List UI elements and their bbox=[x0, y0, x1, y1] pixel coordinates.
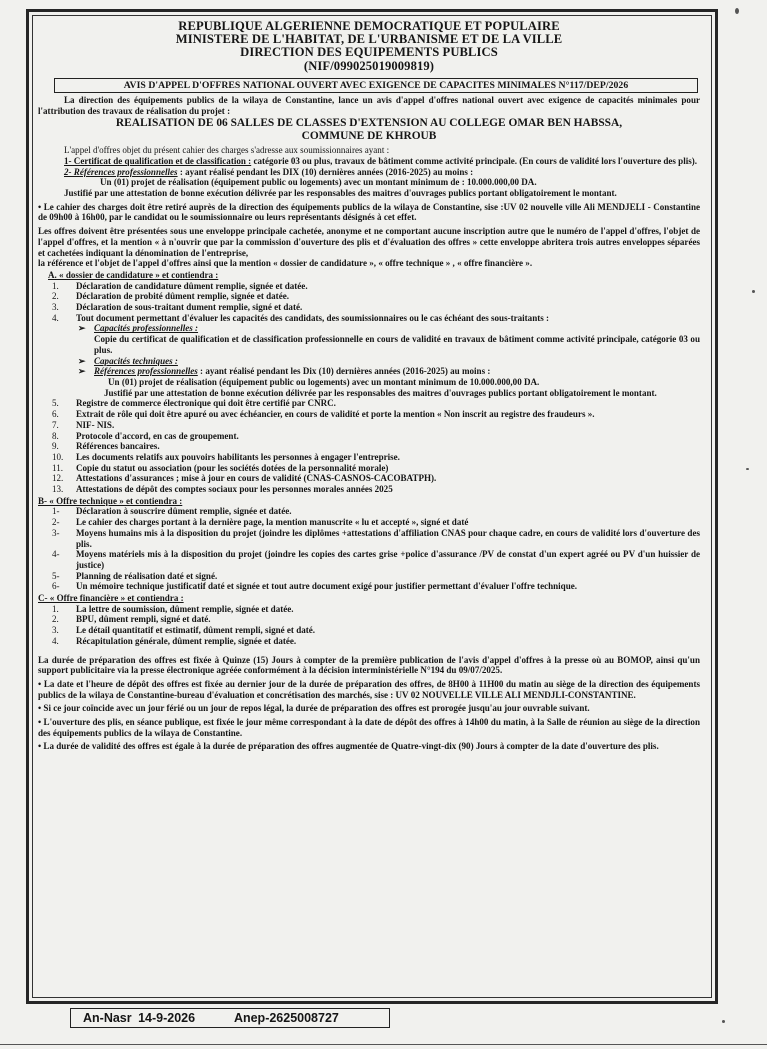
project-title-line-1: REALISATION DE 06 SALLES DE CLASSES D'EXTENSION AU COLLEGE OMAR BEN HABSSA, bbox=[115, 117, 623, 130]
section-b-list bbox=[38, 506, 700, 592]
criterion-2-label: 2- Références professionnelles bbox=[64, 166, 178, 177]
list-item bbox=[38, 517, 700, 528]
list-item bbox=[38, 528, 700, 549]
ref-pro-project: Un (01) projet de réalisation (équipement public ou logements) avec un montant minimum de 10.000.000,00 DA. bbox=[108, 376, 540, 387]
list-item bbox=[38, 452, 700, 463]
capacites-techniques-row bbox=[38, 356, 700, 367]
list-item bbox=[38, 420, 700, 431]
item-text: Les documents relatifs aux pouvoirs habilitants les personnes à engager l'entreprise. bbox=[76, 451, 400, 462]
list-item bbox=[38, 431, 700, 442]
item-number: 6. bbox=[52, 409, 59, 420]
item-text: La lettre de soumission, dûment remplie, signée et datée. bbox=[76, 603, 294, 614]
list-item bbox=[38, 473, 700, 484]
list-item bbox=[38, 313, 700, 324]
criterion-2-text: : ayant réalisé pendant les DIX (10) dernières années (2016-2025) au moins : bbox=[177, 166, 474, 177]
criterion-1-text: catégorie 03 ou plus, travaux de bâtiment comme activité principale. (En cours de validité lors l'ouverture des plis). bbox=[251, 155, 698, 166]
item-text: Déclaration à souscrire dûment remplie, signée et datée. bbox=[76, 506, 292, 517]
criterion-2-project: Un (01) projet de réalisation (équipement public ou logements) avec un montant minimum de : 10.000.000,00 DA. bbox=[100, 177, 537, 188]
scan-speck bbox=[746, 468, 749, 470]
criterion-1-label: 1- Certificat de qualification et de classification : bbox=[64, 155, 252, 166]
references-professionnelles-row bbox=[38, 366, 700, 377]
item-text: Références bancaires. bbox=[76, 441, 160, 452]
cap-pro-text: Copie du certificat de qualification et de classification professionnelle en cours de validité en travaux de bâtiment comme activité principale, catégorie 03 ou plus. bbox=[94, 334, 700, 355]
section-c-heading: C- « Offre financière » et contiendra : bbox=[38, 593, 184, 604]
item-number: 4- bbox=[52, 549, 60, 560]
ref-pro-label: Références professionnelles bbox=[94, 366, 198, 377]
item-number: 13. bbox=[52, 484, 64, 495]
item-text: Extrait de rôle qui doit être apuré ou avec échéancier, en cours de validité et porte la mention « Non inscrit au registre des fraudeurs ». bbox=[76, 409, 595, 420]
list-item bbox=[38, 625, 700, 636]
arrow-bullet-icon: ➢ bbox=[78, 355, 86, 366]
item-text: Déclaration de candidature dûment remplie, signée et datée. bbox=[76, 280, 308, 291]
section-a-list-continued bbox=[38, 398, 700, 494]
ref-pro-text: : ayant réalisé pendant les Dix (10) dernières années (2016-2025) au moins : bbox=[197, 366, 491, 377]
item-text: Tout document permettant d'évaluer les capacités des candidats, des soumissionnaires ou le cas échéant des sous-traitants : bbox=[76, 312, 550, 323]
item-text: Déclaration de sous-traitant dument remplie, signé et daté. bbox=[76, 302, 303, 313]
item-number: 3. bbox=[52, 302, 59, 313]
eligibility-lead: L'appel d'offres objet du présent cahier des charges s'adresse aux soumissionnaires ayant : bbox=[64, 145, 390, 156]
item-text: Un mémoire technique justificatif daté et signée et tout autre document exigé pour justifier permettant d'évaluer l'offre technique. bbox=[76, 581, 578, 592]
header-line-3: DIRECTION DES EQUIPEMENTS PUBLICS bbox=[240, 45, 498, 60]
item-number: 8. bbox=[52, 430, 59, 441]
item-text: Registre de commerce électronique qui doit être certifié par CNRC. bbox=[76, 398, 336, 409]
item-text: BPU, dûment rempli, signé et daté. bbox=[76, 614, 211, 625]
eligibility-criterion-2 bbox=[38, 167, 700, 178]
item-number: 2- bbox=[52, 517, 60, 528]
item-number: 3- bbox=[52, 527, 60, 538]
publication-footer bbox=[70, 1008, 390, 1028]
item-text: Le cahier des charges portant à la dernière page, la mention manuscrite « lu et accepté », signé et daté bbox=[76, 517, 469, 528]
ouverture-paragraph: • L'ouverture des plis, en séance publique, est fixée le jour même correspondant à la date de dépôt des offres à 14h00 du matin, à la Salle de réunion au siège de la direction des équipements publics de la wilaya de Constantine. bbox=[38, 717, 700, 738]
list-item bbox=[38, 441, 700, 452]
section-b-heading: B- « Offre technique » et contiendra : bbox=[38, 495, 183, 506]
item-number: 1- bbox=[52, 506, 60, 517]
item-number: 11. bbox=[52, 462, 63, 473]
item-number: 2. bbox=[52, 291, 59, 302]
criterion-2-justification: Justifié par une attestation de bonne exécution délivrée par les responsables des maitres d'ouvrages publics portant obligatoirement le montant. bbox=[64, 188, 617, 199]
item-number: 1. bbox=[52, 603, 59, 614]
item-text: Protocole d'accord, en cas de groupement. bbox=[76, 430, 239, 441]
item-number: 2. bbox=[52, 614, 59, 625]
list-item bbox=[38, 549, 700, 570]
list-item bbox=[38, 571, 700, 582]
arrow-bullet-icon: ➢ bbox=[78, 366, 86, 377]
list-item bbox=[38, 581, 700, 592]
item-number: 10. bbox=[52, 451, 64, 462]
list-item bbox=[38, 484, 700, 495]
item-text: Attestations d'assurances ; mise à jour en cours de validité (CNAS-CASNOS-CACOBATPH). bbox=[76, 473, 437, 484]
intro-text: La direction des équipements publics de la wilaya de Constantine, lance un avis d'appel d'offres national ouvert avec exigence de capacités minimales pour l'attribution des travaux de réalisation du projet : bbox=[38, 94, 700, 116]
item-number: 6- bbox=[52, 581, 60, 592]
cap-pro-label: Capacités professionnelles : bbox=[94, 323, 199, 334]
item-text: Moyens humains mis à la disposition du projet (joindre les diplômes +attestations d'affiliation CNAS pour chaque cadre, en cours de validité lors d'ouverture des plis. bbox=[76, 527, 700, 549]
item-text: Planning de réalisation daté et signé. bbox=[76, 570, 218, 581]
list-item bbox=[38, 506, 700, 517]
item-text: Le détail quantitatif et estimatif, dûment rempli, signé et daté. bbox=[76, 625, 316, 636]
eligibility-criterion-1 bbox=[38, 156, 700, 167]
list-item bbox=[38, 409, 700, 420]
item-text: Récapitulation générale, dûment remplie, signée et datée. bbox=[76, 635, 297, 646]
list-item bbox=[38, 281, 700, 292]
notice-title-box: AVIS D'APPEL D'OFFRES NATIONAL OUVERT AVEC EXIGENCE DE CAPACITES MINIMALES N°117/DEP/2026 bbox=[54, 78, 698, 93]
project-title-line-2: COMMUNE DE KHROUB bbox=[301, 130, 437, 143]
section-a-list bbox=[38, 281, 700, 324]
item-text: NIF- NIS. bbox=[76, 419, 115, 430]
item-text: Attestations de dépôt des comptes sociaux pour les personnes morales années 2025 bbox=[76, 484, 393, 495]
duree-paragraph: La durée de préparation des offres est fixée à Quinze (15) Jours à compter de la première publication de l'avis d'appel d'offres à la presse où au BOMOP, ainsi qu'un support publicitaire via la presse électronique agréée conformément à la décision interministérielle N°194 du 09/07/2025. bbox=[38, 654, 700, 676]
item-number: 3. bbox=[52, 625, 59, 636]
bottom-rule bbox=[0, 1044, 767, 1045]
scan-speck bbox=[735, 8, 739, 14]
validite-paragraph: • La durée de validité des offres est égale à la durée de préparation des offres augmentée de Quatre-vingt-dix (90) Jours à compter de la date d'ouverture des plis. bbox=[38, 741, 659, 752]
anep-reference: Anep-2625008727 bbox=[233, 1011, 339, 1025]
header-line-2: MINISTERE DE L'HABITAT, DE L'URBANISME ET DE LA VILLE bbox=[175, 32, 563, 47]
list-item bbox=[38, 614, 700, 625]
item-number: 12. bbox=[52, 473, 64, 484]
arrow-bullet-icon: ➢ bbox=[78, 323, 86, 334]
ref-pro-justification: Justifié par une attestation de bonne exécution délivrée par les responsables des maitres d'ouvrages publics portant obligatoirement le montant. bbox=[104, 387, 657, 398]
item-number: 5- bbox=[52, 570, 60, 581]
header-line-1: REPUBLIQUE ALGERIENNE DEMOCRATIQUE ET POPULAIRE bbox=[178, 19, 560, 33]
item-text: Copie du statut ou association (pour les sociétés dotées de la personnalité morale) bbox=[76, 462, 389, 473]
cap-tech-label: Capacités techniques : bbox=[94, 355, 178, 366]
item-number: 4. bbox=[52, 312, 59, 323]
item-text: Déclaration de probité dûment remplie, signée et datée. bbox=[76, 291, 289, 302]
list-item bbox=[38, 291, 700, 302]
section-c-list bbox=[38, 604, 700, 647]
section-a-heading: A. « dossier de candidature » et contiendra : bbox=[48, 269, 219, 280]
intro-paragraph bbox=[38, 95, 700, 116]
item-number: 9. bbox=[52, 441, 59, 452]
item-number: 5. bbox=[52, 398, 59, 409]
list-item bbox=[38, 636, 700, 647]
list-item bbox=[38, 302, 700, 313]
ferie-paragraph: • Si ce jour coïncide avec un jour férié ou un jour de repos légal, la durée de préparation des offres est prorogée jusqu'au jour ouvrable suivant. bbox=[38, 703, 590, 714]
list-item bbox=[38, 604, 700, 615]
item-number: 1. bbox=[52, 280, 59, 291]
item-number: 7. bbox=[52, 419, 59, 430]
capacites-professionnelles-row bbox=[38, 323, 700, 334]
newspaper-reference: An-Nasr 14-9-2026 bbox=[83, 1011, 196, 1025]
item-text: Moyens matériels mis à la disposition du projet (joindre les copies des cartes grise +police d'assurance /PV de constat d'un expert agréé ou PV d'un huissier de justice) bbox=[76, 549, 700, 570]
offers-paragraph-1: Les offres doivent être présentées sous une enveloppe principale cachetée, anonyme et ne comportant aucune inscription autre que le numéro de l'appel d'offres, l'objet de l'appel d'offres, et la mention « à n'ouvrir que par la commission d'ouverture des plis et d'évaluation des offres » cette enveloppe abritera trois autres enveloppes séparées et cachetées indiquant la dénomination de l'entreprise, bbox=[38, 226, 700, 258]
list-item bbox=[38, 463, 700, 474]
scan-speck bbox=[722, 1020, 725, 1023]
list-item bbox=[38, 398, 700, 409]
tender-notice-document bbox=[38, 20, 700, 752]
scan-speck bbox=[752, 290, 755, 293]
header-nif: (NIF/099025019009819) bbox=[303, 58, 435, 73]
offers-paragraph-2: la référence et l'objet de l'appel d'offres ainsi que la mention « dossier de candidature », « offre technique » , « offre financière ». bbox=[38, 258, 533, 269]
depot-paragraph: • La date et l'heure de dépôt des offres est fixée au dernier jour de la durée de préparation des offres, de 8H00 à 11H00 du matin au siège de la direction des équipements publics de la wilaya de Constantine-bureau d'évaluation et concrétisation des marchés, sise : UV 02 NOUVELLE VILLE ALI MENDJLI-CONSTANTINE. bbox=[38, 678, 700, 700]
cahier-paragraph: • Le cahier des charges doit être retiré auprès de la direction des équipements publics de la wilaya de Constantine, sise :UV 02 nouvelle ville Ali MENDJELI - Constantine de 09h00 à 16h00, par le candidat ou le soumissionnaire ou leurs représentants désignés à cet effet. bbox=[38, 201, 700, 223]
item-number: 4. bbox=[52, 635, 59, 646]
